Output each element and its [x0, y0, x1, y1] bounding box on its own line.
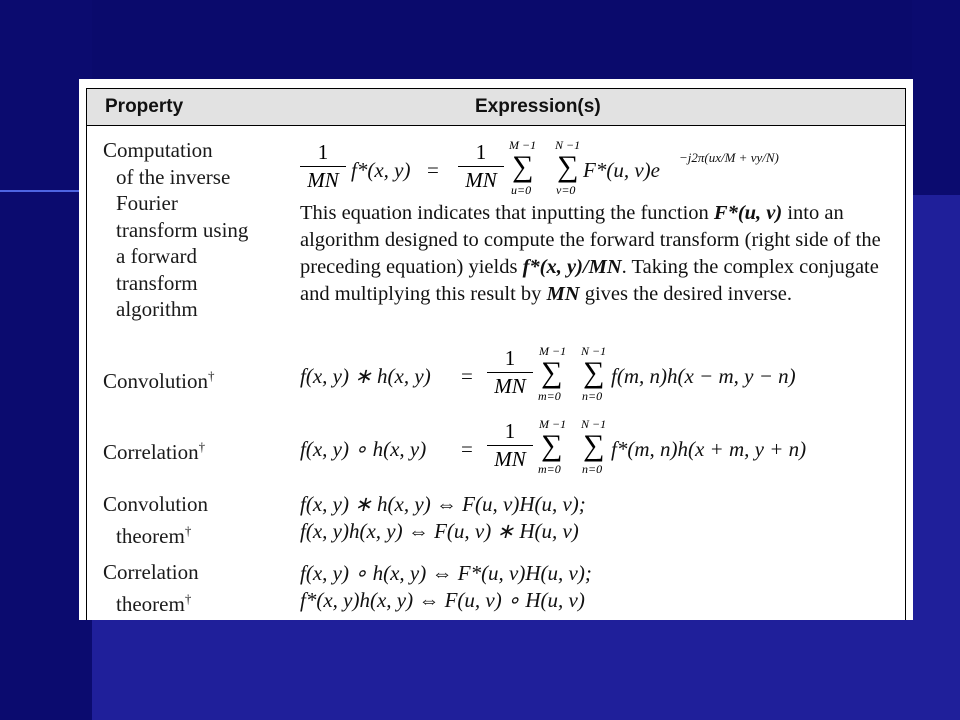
fraction-lhs: 1 MN — [300, 140, 346, 193]
table-left-border — [86, 88, 87, 620]
accent-line — [0, 190, 80, 192]
sum-lower-limit: m=0 — [538, 462, 561, 476]
equals-sign: = — [461, 364, 473, 388]
sigma-symbol: ∑ — [583, 429, 605, 462]
sum-lower-limit: n=0 — [582, 462, 603, 476]
header-property: Property — [105, 96, 184, 117]
sum-upper-limit: N −1 — [581, 417, 607, 431]
sigma-symbol: ∑ — [557, 150, 579, 183]
property-convolution: Convolution† — [103, 368, 215, 393]
header-expressions: Expression(s) — [475, 96, 601, 117]
sum-upper-limit: M −1 — [509, 138, 537, 152]
sum-upper-limit: N −1 — [581, 344, 607, 358]
summand: F*(u, v)e — [583, 158, 660, 182]
sum-upper-limit: M −1 — [539, 344, 567, 358]
sigma-symbol: ∑ — [541, 429, 563, 462]
table-right-border — [905, 88, 906, 620]
sum-lower-limit: u=0 — [511, 183, 532, 197]
sum-upper-limit: N −1 — [555, 138, 581, 152]
summand: f*(m, n)h(x + m, y + n) — [611, 437, 807, 461]
sum-lower-limit: n=0 — [582, 389, 603, 403]
equals-sign: = — [427, 158, 439, 182]
property-convolution-theorem: Convolution theorem† — [103, 492, 209, 548]
correlation-theorem-line: f(x, y) ∘ h(x, y) ⇔ F*(u, v)H(u, v); — [300, 561, 592, 585]
convolution-lhs: f(x, y) ∗ h(x, y) — [300, 364, 431, 388]
sigma-symbol: ∑ — [583, 356, 605, 389]
sum-upper-limit: M −1 — [539, 417, 567, 431]
convolution-theorem-line: f(x, y)h(x, y) ⇔ F(u, v) ∗ H(u, v) — [300, 519, 579, 543]
fraction-rhs: 1 MN — [458, 140, 504, 193]
correlation-lhs: f(x, y) ∘ h(x, y) — [300, 437, 427, 461]
background-band-top — [0, 0, 960, 80]
correlation-theorem-line: f*(x, y)h(x, y) ⇔ F(u, v) ∘ H(u, v) — [300, 588, 585, 612]
inverse-description: This equation indicates that inputting the function F*(u, v) into an algorithm designed to compute the forward transform (right side of the preceding equation) yields f*(x, y)/MN. Taking the complex conjugate and multiplying this result by MN gives the desired inverse. — [300, 202, 881, 305]
property-correlation-theorem: Correlation theorem† — [103, 560, 199, 616]
table-top-rule — [86, 88, 906, 89]
summand: f(m, n)h(x − m, y − n) — [611, 364, 796, 388]
sum-lower-limit: v=0 — [556, 183, 576, 197]
table-header-rule — [86, 125, 906, 126]
fraction: 1 MN — [487, 346, 533, 399]
sigma-symbol: ∑ — [512, 150, 534, 183]
lhs-function: f*(x, y) — [351, 158, 411, 182]
property-table — [79, 79, 913, 620]
property-correlation: Correlation† — [103, 439, 206, 464]
background-band-right — [912, 0, 960, 195]
fraction: 1 MN — [487, 419, 533, 472]
equals-sign: = — [461, 437, 473, 461]
sum-lower-limit: m=0 — [538, 389, 561, 403]
convolution-theorem-line: f(x, y) ∗ h(x, y) ⇔ F(u, v)H(u, v); — [300, 492, 586, 516]
property-inverse-computation: Computation of the inverse Fourier transform using a forward transform algorithm — [103, 138, 249, 321]
exponent: −j2π(ux/M + vy/N) — [679, 150, 779, 165]
sigma-symbol: ∑ — [541, 356, 563, 389]
